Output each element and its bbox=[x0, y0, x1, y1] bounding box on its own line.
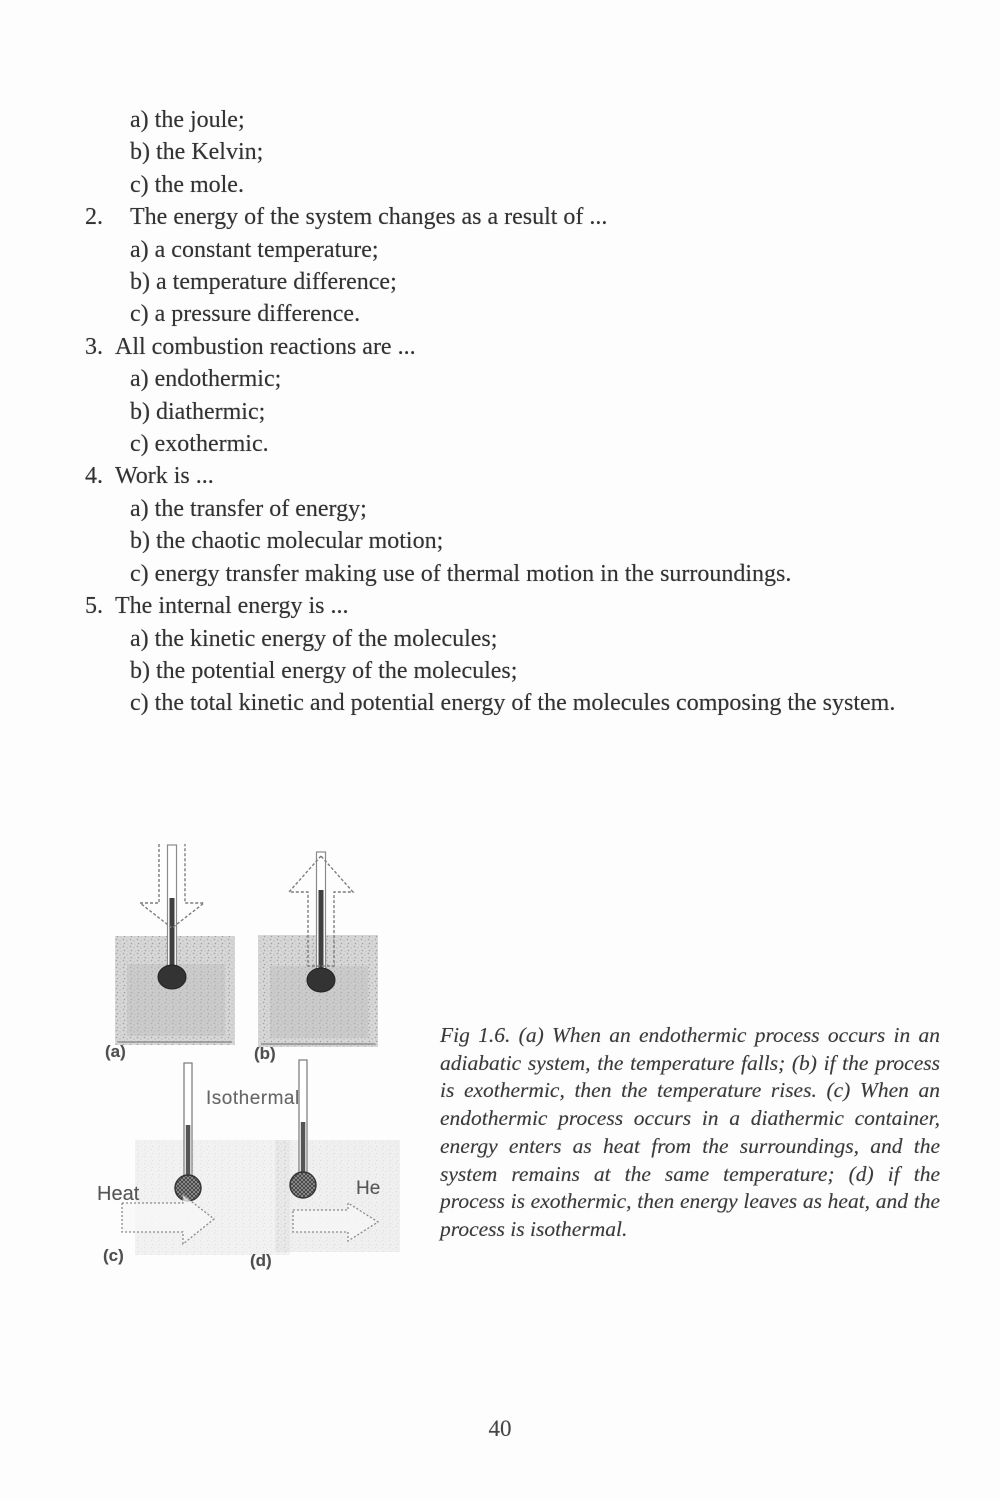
option-text: b) the Kelvin; bbox=[130, 139, 264, 166]
thermometer-b bbox=[307, 852, 335, 992]
question-number: 2. bbox=[85, 204, 103, 231]
option-text: b) diathermic; bbox=[130, 398, 266, 425]
quiz-option bbox=[85, 525, 941, 557]
quiz-option bbox=[85, 396, 941, 428]
thermometer-d bbox=[290, 1060, 316, 1198]
quiz-option bbox=[85, 493, 941, 525]
option-text: c) exothermic. bbox=[130, 431, 269, 458]
option-text: b) the potential energy of the molecules; bbox=[130, 657, 518, 684]
quiz-option bbox=[85, 558, 941, 590]
option-text: a) the transfer of energy; bbox=[130, 495, 367, 522]
quiz-question bbox=[85, 331, 941, 363]
option-text: a) the joule; bbox=[130, 107, 245, 133]
panel-b-label: (b) bbox=[254, 1044, 276, 1063]
panel-a-diagram bbox=[115, 844, 235, 1045]
question-number: 5. bbox=[85, 593, 103, 620]
question-text: The energy of the system changes as a result of ... bbox=[130, 204, 608, 231]
thermometer-bulb bbox=[290, 1172, 316, 1198]
quiz-option bbox=[85, 655, 941, 687]
quiz-option bbox=[85, 136, 941, 168]
question-number: 3. bbox=[85, 333, 103, 360]
quiz-question bbox=[85, 460, 941, 492]
option-text: c) a pressure difference. bbox=[130, 301, 361, 328]
thermometer-bulb bbox=[175, 1175, 201, 1201]
heat-label: Heat bbox=[97, 1183, 140, 1205]
figure-caption: Fig 1.6. (a) When an endothermic process occurs in an adiabatic system, the temperature falls; (b) if the process is exothermic, then the temperature rises. (c) When an endothermic process occurs in a diathermic container, energy enters as heat from the surroundings, and the system remains at the same temperature; (d) if the process is exothermic, then energy leaves as heat, and the process is isothermal. bbox=[440, 1023, 940, 1241]
quiz-option bbox=[85, 234, 941, 266]
quiz-option bbox=[85, 623, 941, 655]
quiz-question bbox=[85, 201, 941, 233]
option-text: c) the mole. bbox=[130, 171, 244, 198]
quiz-option bbox=[85, 298, 941, 330]
quiz-list bbox=[85, 104, 941, 720]
heat-label-truncated: He bbox=[356, 1178, 381, 1199]
question-text: The internal energy is ... bbox=[115, 593, 349, 620]
panel-a-label: (a) bbox=[105, 1042, 126, 1061]
question-text: All combustion reactions are ... bbox=[115, 333, 416, 360]
thermometer-c bbox=[175, 1063, 201, 1201]
question-text: Work is ... bbox=[115, 463, 214, 490]
option-text: b) a temperature difference; bbox=[130, 269, 397, 296]
quiz-option bbox=[85, 104, 941, 136]
quiz-option bbox=[85, 363, 941, 395]
panel-d-label: (d) bbox=[250, 1251, 272, 1270]
quiz-option bbox=[85, 428, 941, 460]
option-text: a) a constant temperature; bbox=[130, 236, 379, 263]
option-text: b) the chaotic molecular motion; bbox=[130, 528, 444, 555]
quiz-option bbox=[85, 266, 941, 298]
question-number: 4. bbox=[85, 463, 103, 490]
option-text: a) endothermic; bbox=[130, 366, 282, 393]
option-text: a) the kinetic energy of the molecules; bbox=[130, 625, 498, 652]
page-number: 40 bbox=[488, 1416, 512, 1441]
option-text: c) energy transfer making use of thermal motion in the surroundings. bbox=[130, 560, 792, 587]
option-text: c) the total kinetic and potential energy of the molecules composing the system. bbox=[130, 690, 896, 717]
isothermal-label: Isothermal bbox=[206, 1088, 300, 1109]
quiz-option bbox=[85, 687, 941, 719]
quiz-option bbox=[85, 169, 941, 201]
figure-1-6-diagram bbox=[80, 840, 440, 1290]
panel-c-label: (c) bbox=[103, 1246, 124, 1265]
panel-b-diagram bbox=[258, 852, 378, 1047]
quiz-question bbox=[85, 590, 941, 622]
